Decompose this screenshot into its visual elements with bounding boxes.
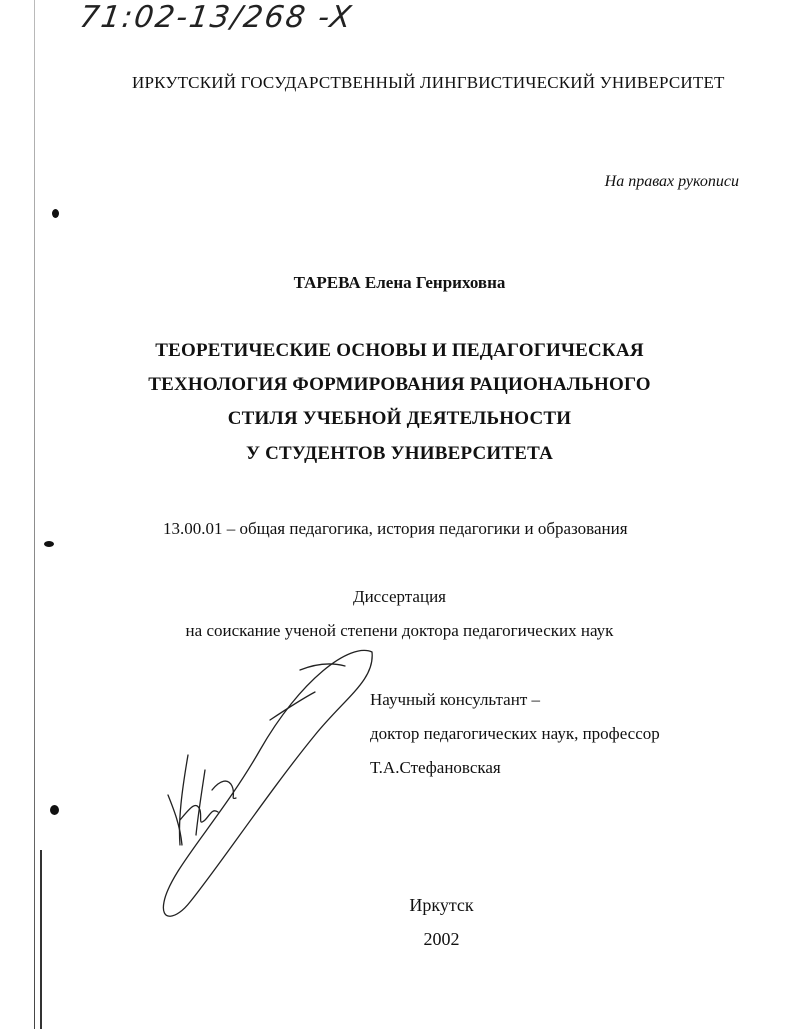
scan-speck xyxy=(50,805,59,815)
year: 2002 xyxy=(423,929,460,949)
consultant-label: Научный консультант – xyxy=(370,690,540,709)
author-signature xyxy=(150,640,390,930)
scan-speck xyxy=(52,209,59,218)
dissertation-label: Диссертация xyxy=(352,587,446,606)
title-line-4: У СТУДЕНТОВ УНИВЕРСИТЕТА xyxy=(245,443,554,464)
scan-speck xyxy=(44,541,54,547)
title-line-2: ТЕХНОЛОГИЯ ФОРМИРОВАНИЯ РАЦИОНАЛЬНОГО xyxy=(148,374,651,395)
title-line-3: СТИЛЯ УЧЕБНОЙ ДЕЯТЕЛЬНОСТИ xyxy=(227,408,572,429)
manuscript-note: На правах рукописи xyxy=(604,173,739,190)
scan-binding-edge xyxy=(34,0,35,1029)
city: Иркутск xyxy=(409,895,474,915)
specialty-code: 13.00.01 – общая педагогика, история педагогики и образования xyxy=(163,519,628,538)
title-line-1: ТЕОРЕТИЧЕСКИЕ ОСНОВЫ И ПЕДАГОГИЧЕСКАЯ xyxy=(155,340,644,361)
degree-line: на соискание ученой степени доктора педагогических наук xyxy=(185,621,614,640)
consultant-degree: доктор педагогических наук, профессор xyxy=(370,724,660,743)
author-name: ТАРЕВА Елена Генриховна xyxy=(293,273,506,292)
university-name: ИРКУТСКИЙ ГОСУДАРСТВЕННЫЙ ЛИНГВИСТИЧЕСКИЙ УНИВЕРСИТЕТ xyxy=(132,73,725,92)
consultant-name: Т.А.Стефановская xyxy=(370,758,501,777)
handwritten-catalog-code: 71:02-13/268 -X xyxy=(77,0,356,35)
